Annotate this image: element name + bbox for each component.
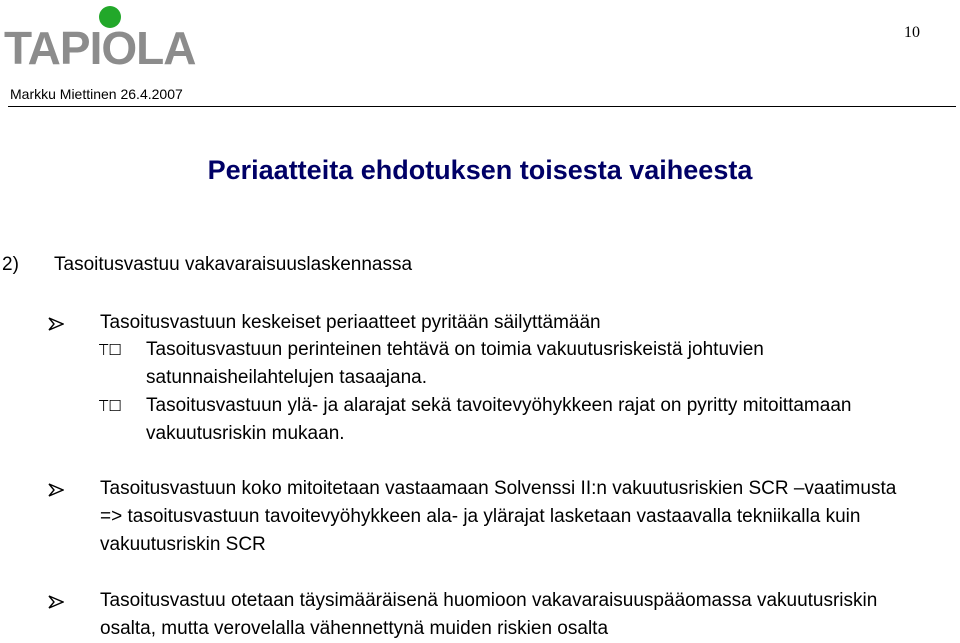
bullet-item <box>48 587 920 643</box>
bullet-text: Tasoitusvastuu otetaan täysimääräisenä huomioon vakavaraisuuspääomassa vakuutusriskin osalta, mutta verovelalla vähennettynä muiden riskien osalta <box>100 590 878 639</box>
bullet-item <box>48 475 920 559</box>
arrowhead-bullet-icon <box>48 309 88 331</box>
sub-bullet-text: Tasoitusvastuun ylä- ja alarajat sekä tavoitevyöhykkeen rajat on pyritty mitoittamaan vakuutusriskin mukaan. <box>146 395 852 444</box>
garbled-wingding-icon: ꔋ☐ <box>98 341 121 359</box>
section-number: 2) <box>2 254 19 275</box>
author-date: Markku Miettinen 26.4.2007 <box>10 86 183 102</box>
header-divider <box>8 106 956 107</box>
bullet-item <box>48 309 920 337</box>
logo-wordmark: TAPIOLA <box>4 22 196 70</box>
arrowhead-bullet-icon <box>48 475 88 497</box>
section-heading-text: Tasoitusvastuu vakavaraisuuslaskennassa <box>54 254 413 275</box>
sub-bullet-item <box>98 392 886 448</box>
sub-bullet-text: Tasoitusvastuun perinteinen tehtävä on toimia vakuutusriskeistä johtuvien satunnaisheilahtelujen tasaajana. <box>146 339 764 388</box>
tapiola-logo <box>4 2 219 70</box>
garbled-wingding-icon: ꔋ☐ <box>98 397 121 415</box>
sub-bullet-item <box>98 336 886 392</box>
bullet-text: Tasoitusvastuun koko mitoitetaan vastaamaan Solvenssi II:n vakuutusriskien SCR –vaatimusta => tasoitusvastuun tavoitevyöhykkeen ala- ja ylärajat lasketaan vastaavalla tekniikalla kuin vakuutusriskin SCR <box>100 478 897 555</box>
tapiola-logo-graphic <box>4 2 219 70</box>
page-number: 10 <box>904 24 920 41</box>
arrowhead-bullet-icon <box>48 587 88 609</box>
bullet-text: Tasoitusvastuun keskeiset periaatteet pyritään säilyttämään <box>100 312 601 333</box>
section-heading <box>2 254 412 276</box>
slide-title: Periaatteita ehdotuksen toisesta vaiheesta <box>207 155 753 185</box>
